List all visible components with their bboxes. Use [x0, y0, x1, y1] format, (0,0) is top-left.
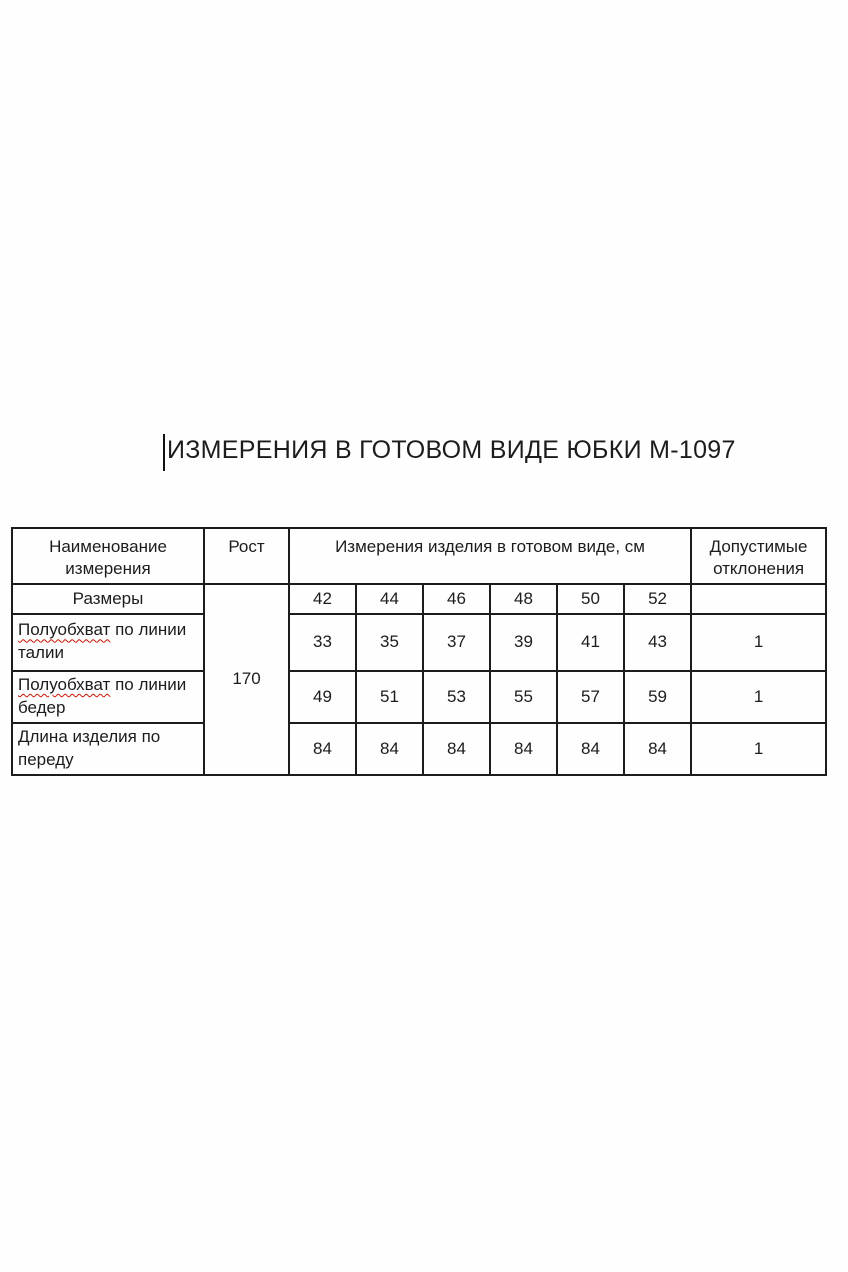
- size-cell: 46: [423, 584, 490, 614]
- row-label-text: по линии бедер: [18, 674, 187, 717]
- header-allowed-deviations: Допустимые отклонения: [691, 528, 826, 584]
- value-cell: 84: [289, 723, 356, 775]
- text-cursor: [163, 434, 165, 471]
- row-label-hips: [12, 671, 204, 723]
- value-cell: 43: [624, 614, 691, 671]
- misspelled-word: Полуобхват: [18, 620, 111, 640]
- header-height: Рост: [204, 528, 289, 584]
- size-cell: 48: [490, 584, 557, 614]
- table-row-front-length: [12, 723, 826, 775]
- value-cell: 84: [624, 723, 691, 775]
- measurements-table: [11, 527, 827, 776]
- table-header-row: [12, 528, 826, 584]
- row-label-text: по линии талии: [18, 620, 187, 663]
- value-cell: 33: [289, 614, 356, 671]
- value-cell: 41: [557, 614, 624, 671]
- value-cell: 37: [423, 614, 490, 671]
- value-cell: 51: [356, 671, 423, 723]
- table-row-hips: [12, 671, 826, 723]
- header-measurements-cm: Измерения изделия в готовом виде, см: [289, 528, 691, 584]
- value-cell: 84: [356, 723, 423, 775]
- value-cell: 39: [490, 614, 557, 671]
- height-value-cell: 170: [204, 584, 289, 775]
- value-cell: 53: [423, 671, 490, 723]
- value-cell: 84: [557, 723, 624, 775]
- size-cell: 52: [624, 584, 691, 614]
- size-cell: 50: [557, 584, 624, 614]
- deviation-empty-cell: [691, 584, 826, 614]
- row-label-text: Длина изделия по переду: [18, 726, 161, 769]
- deviation-cell: 1: [691, 723, 826, 775]
- value-cell: 84: [490, 723, 557, 775]
- row-label-waist: [12, 614, 204, 671]
- size-cell: 44: [356, 584, 423, 614]
- value-cell: 35: [356, 614, 423, 671]
- deviation-cell: 1: [691, 614, 826, 671]
- table-row-waist: [12, 614, 826, 671]
- size-cell: 42: [289, 584, 356, 614]
- sizes-row-label: Размеры: [12, 584, 204, 614]
- value-cell: 84: [423, 723, 490, 775]
- deviation-cell: 1: [691, 671, 826, 723]
- header-name-of-measurement: Наименование измерения: [12, 528, 204, 584]
- value-cell: 59: [624, 671, 691, 723]
- value-cell: 57: [557, 671, 624, 723]
- row-label-front-length: [12, 723, 204, 775]
- page-title: ИЗМЕРЕНИЯ В ГОТОВОМ ВИДЕ ЮБКИ М-1097: [167, 436, 736, 464]
- sizes-row: [12, 584, 826, 614]
- value-cell: 55: [490, 671, 557, 723]
- misspelled-word: Полуобхват: [18, 674, 111, 694]
- value-cell: 49: [289, 671, 356, 723]
